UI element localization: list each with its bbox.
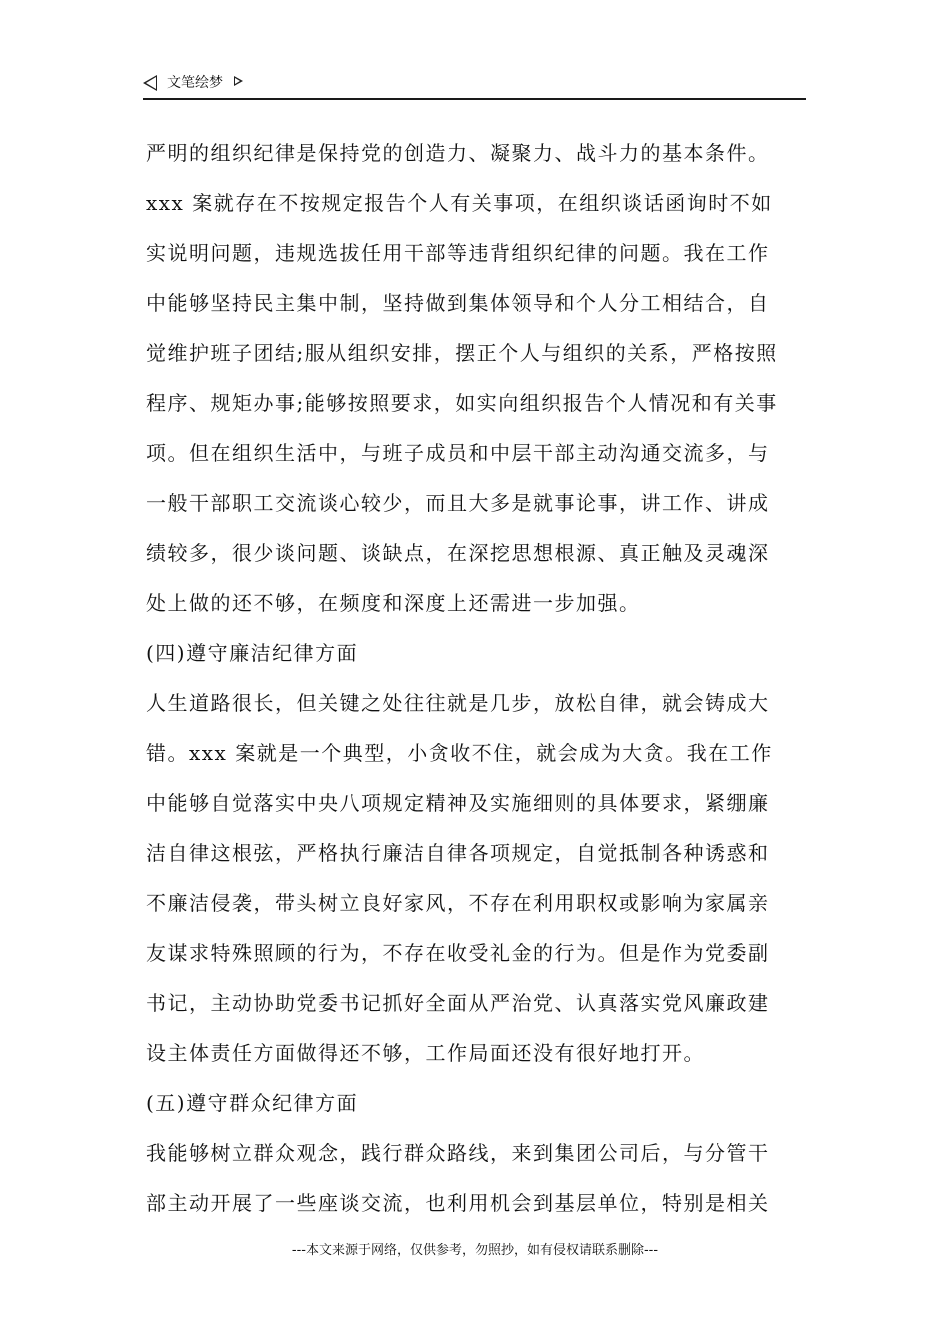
page-footer: ---本文来源于网络，仅供参考，勿照抄，如有侵权请联系删除---	[291, 1243, 659, 1258]
text-line: 中能够自觉落实中央八项规定精神及实施细则的具体要求，紧绷廉	[146, 791, 770, 815]
section-heading: (五)遵守群众纪律方面	[146, 1091, 359, 1115]
text-line: 友谋求特殊照顾的行为，不存在收受礼金的行为。但是作为党委副	[146, 941, 770, 965]
left-triangle-icon	[143, 75, 157, 91]
text-line: 设主体责任方面做得还不够，工作局面还没有很好地打开。	[146, 1041, 705, 1065]
right-triangle-icon	[234, 76, 243, 86]
text-line: 错。xxx 案就是一个典型，小贪收不住，就会成为大贪。我在工作	[146, 741, 773, 765]
document-body	[146, 128, 808, 1228]
section-heading: (四)遵守廉洁纪律方面	[146, 641, 359, 665]
text-line: 部主动开展了一些座谈交流，也利用机会到基层单位，特别是相关	[146, 1191, 770, 1215]
text-line: 中能够坚持民主集中制，坚持做到集体领导和个人分工相结合，自	[146, 291, 770, 315]
page-header	[143, 72, 806, 100]
text-line: 人生道路很长，但关键之处往往就是几步，放松自律，就会铸成大	[146, 691, 770, 715]
text-line: 觉维护班子团结;服从组织安排，摆正个人与组织的关系，严格按照	[146, 341, 778, 365]
text-line: 洁自律这根弦，严格执行廉洁自律各项规定，自觉抵制各种诱惑和	[146, 841, 770, 865]
header-title: 文笔绘梦	[167, 75, 223, 91]
text-line: 项。但在组织生活中，与班子成员和中层干部主动沟通交流多，与	[146, 441, 770, 465]
text-line: 绩较多，很少谈问题、谈缺点，在深挖思想根源、真正触及灵魂深	[146, 541, 770, 565]
text-line: 严明的组织纪律是保持党的创造力、凝聚力、战斗力的基本条件。	[146, 141, 770, 165]
text-line: 实说明问题，违规选拔任用干部等违背组织纪律的问题。我在工作	[146, 241, 770, 265]
text-line: xxx 案就存在不按规定报告个人有关事项，在组织谈话函询时不如	[146, 191, 773, 215]
text-line: 程序、规矩办事;能够按照要求，如实向组织报告个人情况和有关事	[146, 391, 778, 415]
text-line: 处上做的还不够，在频度和深度上还需进一步加强。	[146, 591, 641, 615]
text-line: 我能够树立群众观念，践行群众路线，来到集团公司后，与分管干	[146, 1141, 770, 1165]
text-line: 一般干部职工交流谈心较少，而且大多是就事论事，讲工作、讲成	[146, 491, 770, 515]
text-line: 不廉洁侵袭，带头树立良好家风，不存在利用职权或影响为家属亲	[146, 891, 770, 915]
text-line: 书记，主动协助党委书记抓好全面从严治党、认真落实党风廉政建	[146, 991, 770, 1015]
